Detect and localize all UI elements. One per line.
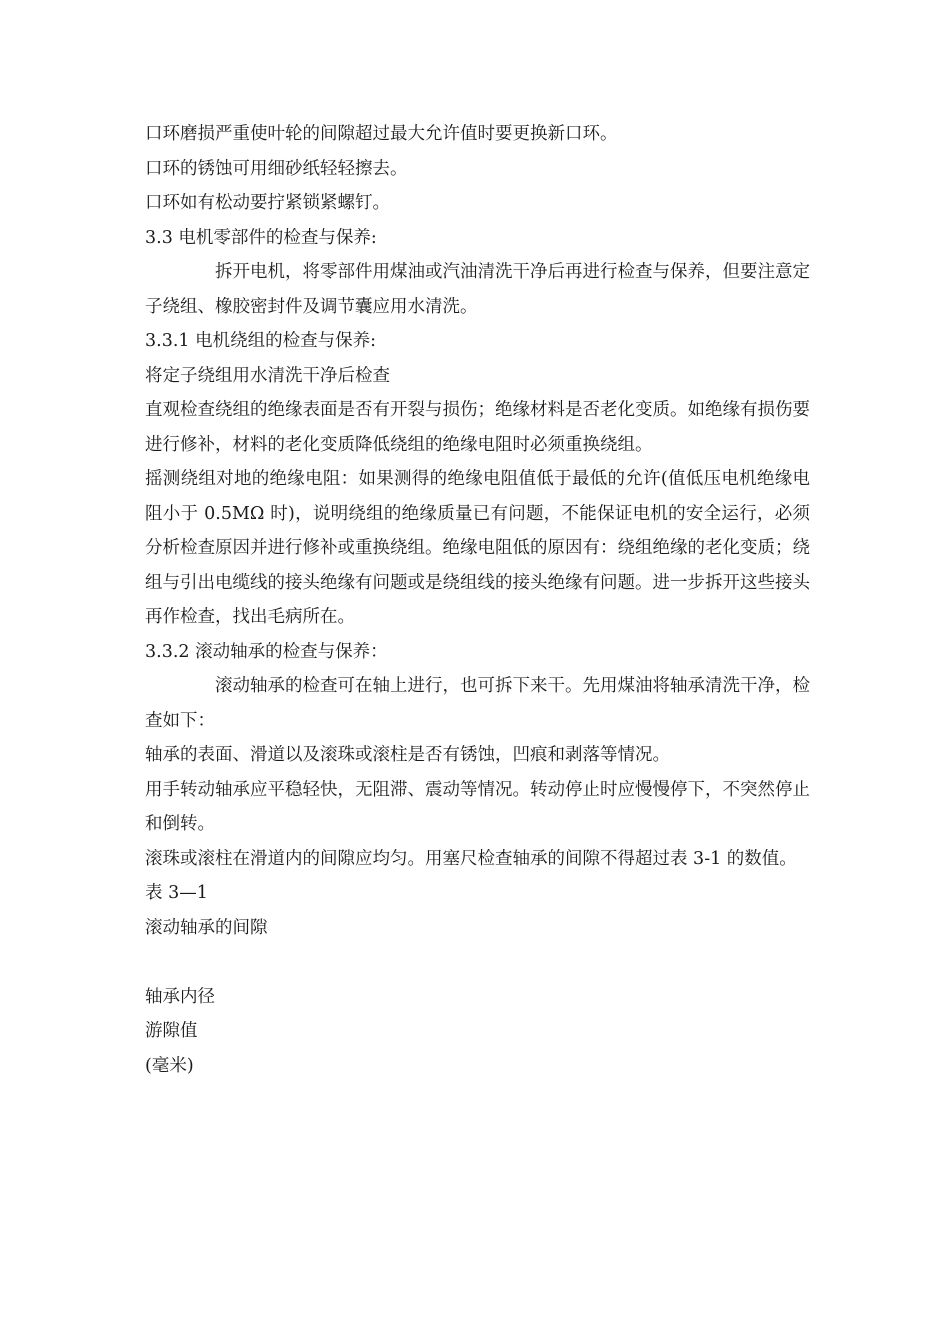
table-caption-number: 表 3—1 bbox=[145, 883, 208, 903]
paragraph-visual-inspection: 直观检查绕组的绝缘表面是否有开裂与损伤；绝缘材料是否老化变质。如绝缘有损伤要进行修补，材料的老化变质降低绕组的绝缘电阻时必须重换绕组。 bbox=[145, 400, 810, 455]
section-heading-3-3-1: 3.3.1 电机绕组的检查与保养: bbox=[145, 331, 376, 351]
paragraph-bearing-clearance: 滚珠或滚柱在滑道内的间隙应均匀。用塞尺检查轴承的间隙不得超过表 3-1 的数值。 bbox=[145, 848, 797, 869]
paragraph-ring-rust: 口环的锈蚀可用细砂纸轻轻擦去。 bbox=[145, 158, 408, 179]
spacer bbox=[145, 945, 810, 980]
table-header-inner-diameter: 轴承内径 bbox=[145, 986, 215, 1007]
paragraph-bearing-rotation: 用手转动轴承应平稳轻快，无阻滞、震动等情况。转动停止时应慢慢停下，不突然停止和倒转。 bbox=[145, 779, 810, 834]
document-body bbox=[145, 117, 810, 1083]
section-heading-3-3: 3.3 电机零部件的检查与保养: bbox=[145, 227, 377, 248]
paragraph-stator-wash: 将定子绕组用水清洗干净后检查 bbox=[145, 365, 390, 386]
table-caption-title: 滚动轴承的间隙 bbox=[145, 917, 268, 938]
section-heading-3-3-2: 3.3.2 滚动轴承的检查与保养： bbox=[145, 641, 388, 662]
paragraph-insulation-resistance: 摇测绕组对地的绝缘电阻：如果测得的绝缘电阻值低于最低的允许(值低压电机绝缘电阻小于 0.5MΩ 时)，说明绕组的绝缘质量已有问题，不能保证电机的安全运行，必须分析检查原因并进行修补或重换绕组。绝缘电阻低的原因有：绕组绝缘的老化变质；绕组与引出电缆线的接头绝缘有问题或是绕组线的接头绝缘有问题。进一步拆开这些接头再作检查，找出毛病所在。 bbox=[145, 469, 810, 627]
paragraph-ring-loose: 口环如有松动要拧紧锁紧螺钉。 bbox=[145, 193, 390, 213]
paragraph-bearing-inspection: 滚动轴承的检查可在轴上进行，也可拆下来干。先用煤油将轴承清洗干净，检查如下： bbox=[145, 676, 810, 731]
paragraph-motor-disassembly: 拆开电机，将零部件用煤油或汽油清洗干净后再进行检查与保养，但要注意定子绕组、橡胶密封件及调节囊应用水清洗。 bbox=[145, 262, 810, 317]
paragraph-bearing-surface: 轴承的表面、滑道以及滚珠或滚柱是否有锈蚀，凹痕和剥落等情况。 bbox=[145, 745, 670, 765]
table-header-clearance-value: 游隙值 bbox=[145, 1021, 198, 1041]
table-header-unit: (毫米) bbox=[145, 1055, 194, 1076]
paragraph-ring-wear: 口环磨损严重使叶轮的间隙超过最大允许值时要更换新口环。 bbox=[145, 124, 618, 144]
